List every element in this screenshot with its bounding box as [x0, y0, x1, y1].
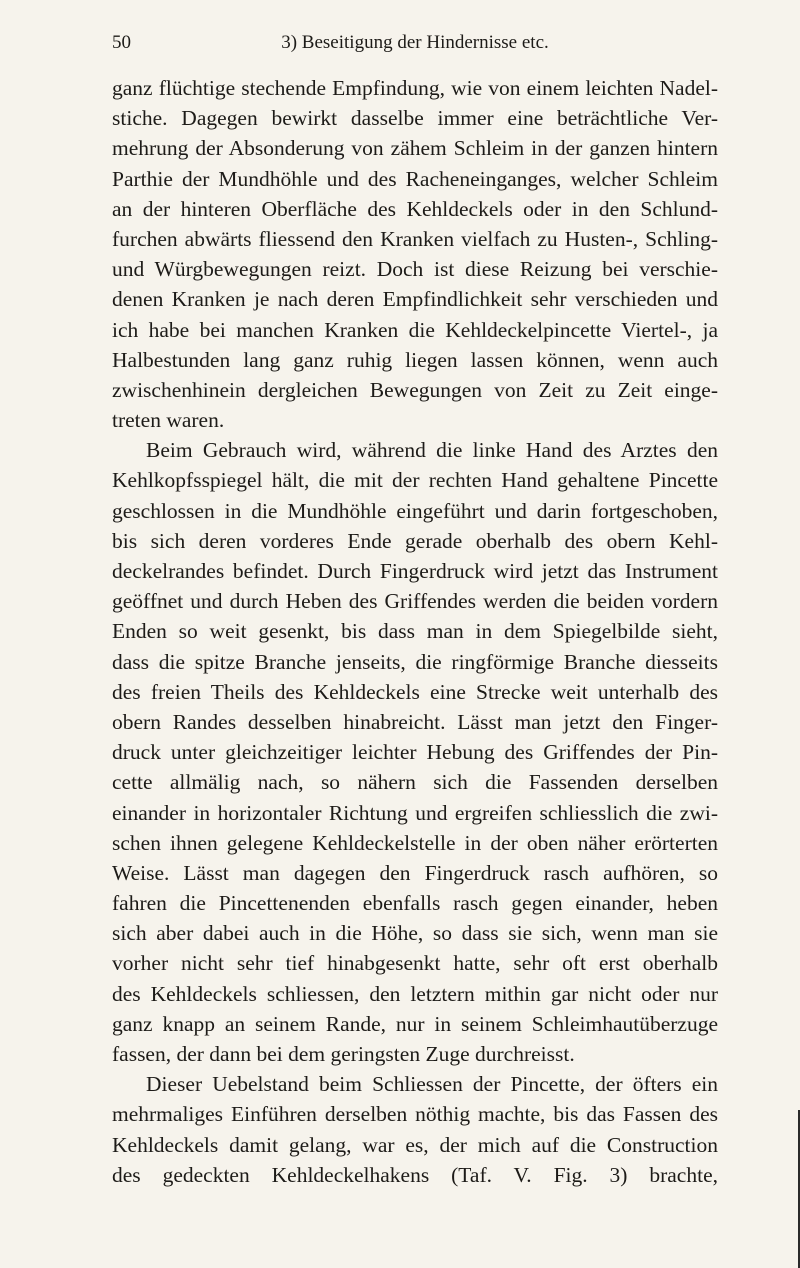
- text-line: an der hinteren Oberfläche des Kehldeckels oder in den Schlund-: [112, 196, 718, 221]
- text-line: Beim Gebrauch wird, während die linke Hand des Arztes den: [146, 438, 718, 463]
- text-line: deckelrandes befindet. Durch Fingerdruck wird jetzt das Instrument: [112, 559, 718, 583]
- text-line: geschlossen in die Mundhöhle eingeführt und darin fortgeschoben,: [112, 498, 718, 523]
- text-line: des Kehldeckels schliessen, den letztern mithin gar nicht oder nur: [112, 981, 718, 1006]
- text-line: fahren die Pincettenenden ebenfalls rasch gegen einander, heben: [112, 891, 718, 916]
- text-line: dass die spitze Branche jenseits, die ringförmige Branche diesseits: [112, 649, 718, 674]
- text-line: Parthie der Mundhöhle und des Racheneinganges, welcher Schleim: [112, 166, 718, 191]
- text-line: druck unter gleichzeitiger leichter Hebung des Griffendes der Pin-: [112, 740, 718, 765]
- page-header: [112, 30, 718, 56]
- text-line: einander in horizontaler Richtung und ergreifen schliesslich die zwi-: [112, 800, 718, 825]
- text-line: schen ihnen gelegene Kehldeckelstelle in der oben näher erörterten: [112, 830, 718, 855]
- text-line: vorher nicht sehr tief hinabgesenkt hatte, sehr oft erst oberhalb: [112, 951, 718, 976]
- text-line: ganz knapp an seinem Rande, nur in seinem Schleimhautüberzuge: [112, 1011, 718, 1036]
- text-line: Halbestunden lang ganz ruhig liegen lassen können, wenn auch: [112, 347, 718, 372]
- text-line: fassen, der dann bei dem geringsten Zuge durchreisst.: [112, 1042, 575, 1066]
- text-line: mehrung der Absonderung von zähem Schleim in der ganzen hintern: [112, 136, 718, 161]
- text-line: ganz flüchtige stechende Empfindung, wie von einem leichten Nadel-: [112, 76, 718, 100]
- running-head: 3) Beseitigung der Hindernisse etc.: [281, 32, 549, 53]
- text-line: Dieser Uebelstand beim Schliessen der Pincette, der öfters ein: [146, 1072, 718, 1097]
- page-number: 50: [112, 32, 131, 53]
- text-line: Enden so weit gesenkt, bis dass man in dem Spiegelbilde sieht,: [112, 619, 718, 644]
- text-line: stiche. Dagegen bewirkt dasselbe immer eine beträchtliche Ver-: [112, 106, 718, 131]
- text-line: des gedeckten Kehldeckelhakens (Taf. V. Fig. 3) brachte,: [112, 1162, 718, 1187]
- text-line: Kehlkopfsspiegel hält, die mit der rechten Hand gehaltene Pincette: [112, 468, 718, 493]
- text-line: treten waren.: [112, 408, 225, 433]
- text-line: und Würgbewegungen reizt. Doch ist diese Reizung bei verschie-: [112, 257, 718, 282]
- text-line: denen Kranken je nach deren Empfindlichkeit sehr verschieden und: [112, 287, 718, 312]
- text-line: geöffnet und durch Heben des Griffendes werden die beiden vordern: [112, 589, 718, 614]
- text-line: mehrmaliges Einführen derselben nöthig machte, bis das Fassen des: [112, 1102, 718, 1127]
- text-line: ich habe bei manchen Kranken die Kehldeckelpincette Viertel-, ja: [112, 317, 718, 342]
- body-text: [112, 73, 718, 1190]
- text-line: furchen abwärts fliessend den Kranken vielfach zu Husten-, Schling-: [112, 226, 718, 251]
- text-line: Kehldeckels damit gelang, war es, der mich auf die Construction: [112, 1132, 718, 1157]
- text-line: obern Randes desselben hinabreicht. Lässt man jetzt den Finger-: [112, 709, 718, 734]
- text-line: bis sich deren vorderes Ende gerade oberhalb des obern Kehl-: [112, 528, 718, 553]
- text-line: des freien Theils des Kehldeckels eine Strecke weit unterhalb des: [112, 679, 718, 704]
- text-line: sich aber dabei auch in die Höhe, so dass sie sich, wenn man sie: [112, 921, 718, 946]
- text-line: cette allmälig nach, so nähern sich die Fassenden derselben: [112, 770, 718, 795]
- text-line: zwischenhinein dergleichen Bewegungen von Zeit zu Zeit einge-: [112, 377, 718, 402]
- text-line: Weise. Lässt man dagegen den Fingerdruck rasch aufhören, so: [112, 860, 718, 885]
